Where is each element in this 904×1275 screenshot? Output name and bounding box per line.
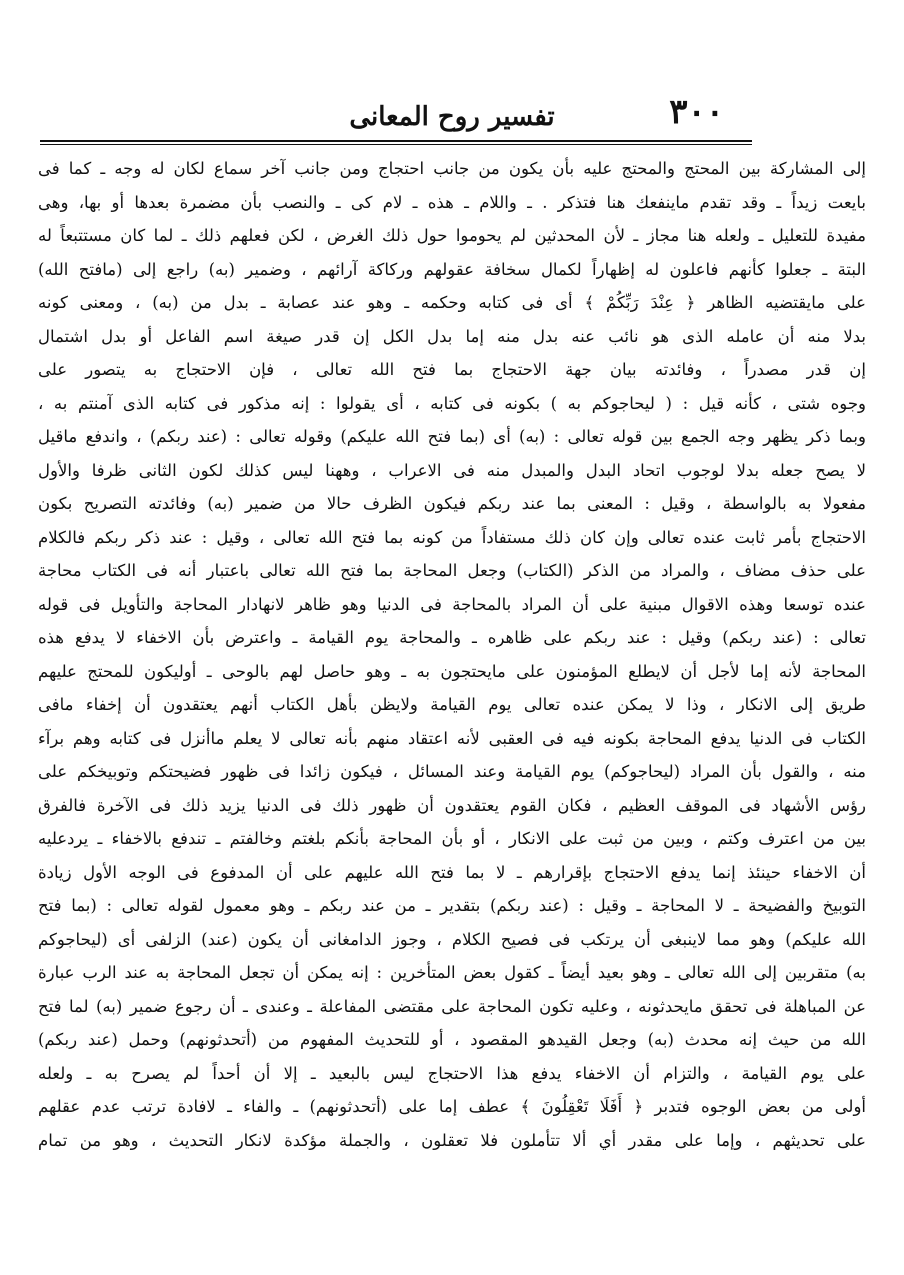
- text-line: أولى من بعض الوجوه فتدبر ﴿ أَفَلَا تَعْقِلُونَ ﴾ عطف إما على (أتحدثونهم) ـ والفاء ـ لافادة ترتب عدم عقلهم: [38, 1097, 866, 1116]
- text-line: عنده توسعا وهذه الاقوال مبنية على أن المراد بالمحاجة فى الدنيا وهو ظاهر لانهادار المحاجة والتأويل فى قوله: [38, 594, 866, 614]
- text-line: إلى المشاركة بين المحتج والمحتج عليه بأن يكون من جانب احتجاج ومن جانب آخر سماع لكان له وجه ـ كما فى: [38, 159, 866, 178]
- text-line: منه ، والقول بأن المراد (ليحاجوكم) يوم القيامة وعند المسائل ، فيكون زائدا فى ظهور فضيحتكم وتوبيخكم على: [38, 762, 866, 781]
- text-line: البتة ـ جعلوا كأنهم فاعلون له إظهاراً لكمال سخافة عقولهم وركاكة آرائهم ، وضمير (به) راجع إلى (مافتح الله): [38, 259, 866, 279]
- header-rule: [40, 140, 752, 142]
- header-rule-thin: [40, 144, 752, 145]
- text-line: على يوم القيامة ، والتزام أن الاخفاء يدفع هذا الاحتجاج ليس بالبعيد ـ إلا أن أحداً لم يصرح به ـ ولعله: [38, 1063, 866, 1083]
- running-title: تفسير روح المعانى: [349, 102, 555, 132]
- text-line: لا يصح جعله بدلا لوجوب اتحاد البدل والمبدل منه فى الاعراب ، وههنا ليس كذلك لكون الثانى ظرفا والأول: [38, 460, 866, 480]
- text-line: على حذف مضاف ، والمراد من الذكر (الكتاب) وجعل المحاجة بما فتح الله تعالى باعتبار أنه فى الكتاب محاجة: [38, 561, 866, 580]
- text-line: الله من حيث إنه محدث (به) وجعل القيدهو المقصود ، أو للتحديث المفهوم من (أتحدثونهم) وحمل (عند ربكم): [38, 1030, 866, 1049]
- text-line: مفيدة للتعليل ـ ولعله هنا مجاز ـ لأن المحدثين لم يحوموا حول ذلك الغرض ، لكن فعلهم ذلك ـ لما كان مستتبعاً له: [38, 226, 866, 245]
- page-number: ٣٠٠: [669, 92, 724, 132]
- text-line: طريق إلى الانكار ، وذا لا يمكن عنده تعالى يوم القيامة ولايظن بأهل الكتاب أنهم يعتقدون أن إخفاء مافى: [38, 695, 866, 714]
- text-line: الاحتجاج بأمر ثابت عنده تعالى وإن كان ذلك مستفاداً من كونه بما فتح الله تعالى ، وقيل : عند ذكر ربكم فالكلام: [38, 527, 866, 547]
- text-line: تعالى : (عند ربكم) وقيل : عند ربكم على ظاهره ـ والمحاجة يوم القيامة ـ واعترض بأن الاخفاء لا يدفع هذه: [38, 628, 866, 647]
- text-line: التوبيخ والفضيحة ـ لا المحاجة ـ وقيل : (عند ربكم) بتقدير ـ من عند ربكم ـ وهو معمول لقوله تعالى : (بما فتح: [38, 896, 866, 915]
- body-text: [38, 152, 866, 1157]
- text-line: المحاجة لأنه إما لأجل أن لايطلع المؤمنون على مايحتجون به ـ وهو حاصل لهم بالوحى ـ أوليكون للمحتج عليهم: [38, 661, 866, 681]
- text-line: بايعت زيداً ـ وقد تقدم ماينفعك هنا فتذكر . ـ واللام ـ هذه ـ لام كى ـ والنصب بأن مضمرة بعدها أو بها، وهى: [38, 192, 866, 212]
- text-line: أن الاخفاء حينئذ إنما يدفع الاحتجاج بإقرارهم ـ لا بما فتح الله عليهم على أن المدفوع فى الوجه الأول زيادة: [38, 862, 866, 882]
- text-line: بين من اعترف وكتم ، وبين من ثبت على الانكار ، أو بأن المحاجة بأنكم بلغتم وخالفتم ـ تندفع بالاخفاء ـ يردعليه: [38, 829, 866, 848]
- page-header: [40, 92, 864, 142]
- text-line: وبما ذكر يظهر وجه الجمع بين قوله تعالى : (به) أى (بما فتح الله عليكم) وقوله تعالى : (عند ربكم) ، واندفع ماقيل: [38, 427, 866, 446]
- text-line: وجوه شتى ، كأنه قيل : ( ليحاجوكم به ) بكونه فى كتابه ، أى يقولوا : إنه مذكور فى كتابه الذى آمنتم به ،: [38, 393, 866, 413]
- text-line: على تحديثهم ، وإما على مقدر أي ألا تتأملون فلا تعقلون ، والجملة مؤكدة لانكار التحديث ، وهو من تمام: [38, 1130, 866, 1150]
- text-line: رؤس الأشهاد فى الموقف العظيم ، فكان القوم يعتقدون أن ظهور ذلك فى الدنيا يزيد ذلك فى الآخرة فالفرق: [38, 795, 866, 815]
- text-line: بدلا منه أن عامله الذى هو نائب عنه بدل منه إما بدل الكل إن قدر صيغة اسم الفاعل أو بدل اشتمال: [38, 326, 866, 346]
- text-line: عن المباهلة فى تحقق مايحدثونه ، وعليه تكون المحاجة على مقتضى المفاعلة ـ وعندى ـ أن رجوع ضمير (به) لما فتح: [38, 996, 866, 1016]
- text-line: به) متقربين إلى الله تعالى ـ وهو بعيد أيضاً ـ كقول بعض المتأخرين : إنه يمكن أن تجعل المحاجة به عند الرب عبارة: [38, 963, 866, 982]
- text-line: مفعولا به بالواسطة ، وقيل : المعنى بما عند ربكم فيكون الظرف حالا من ضمير (به) وفائدته التصريح بكون: [38, 494, 866, 513]
- text-line: الله عليكم) وهو مما لاينبغى أن يرتكب فى فصيح الكلام ، وجوز الدامغانى أن يكون (عند) الزلفى أى (ليحاجوكم: [38, 929, 866, 949]
- text-line: إن قدر مصدراً ، وفائدته بيان جهة الاحتجاج بما فتح الله تعالى ، فإن الاحتجاج به يتصور على: [38, 360, 866, 379]
- text-line: على مايقتضيه الظاهر ﴿ عِنْدَ رَبِّكُمْ ﴾ أى فى كتابه وحكمه ـ وهو عند عصابة ـ بدل من (به) ، ومعنى كونه: [38, 293, 866, 312]
- text-line: الكتاب فى الدنيا يدفع المحاجة بكونه فيه فى العقبى لأنه اعتقاد منهم بأنه تعالى لا يعلم ماأنزل فى كتابه وهم برآء: [38, 728, 866, 748]
